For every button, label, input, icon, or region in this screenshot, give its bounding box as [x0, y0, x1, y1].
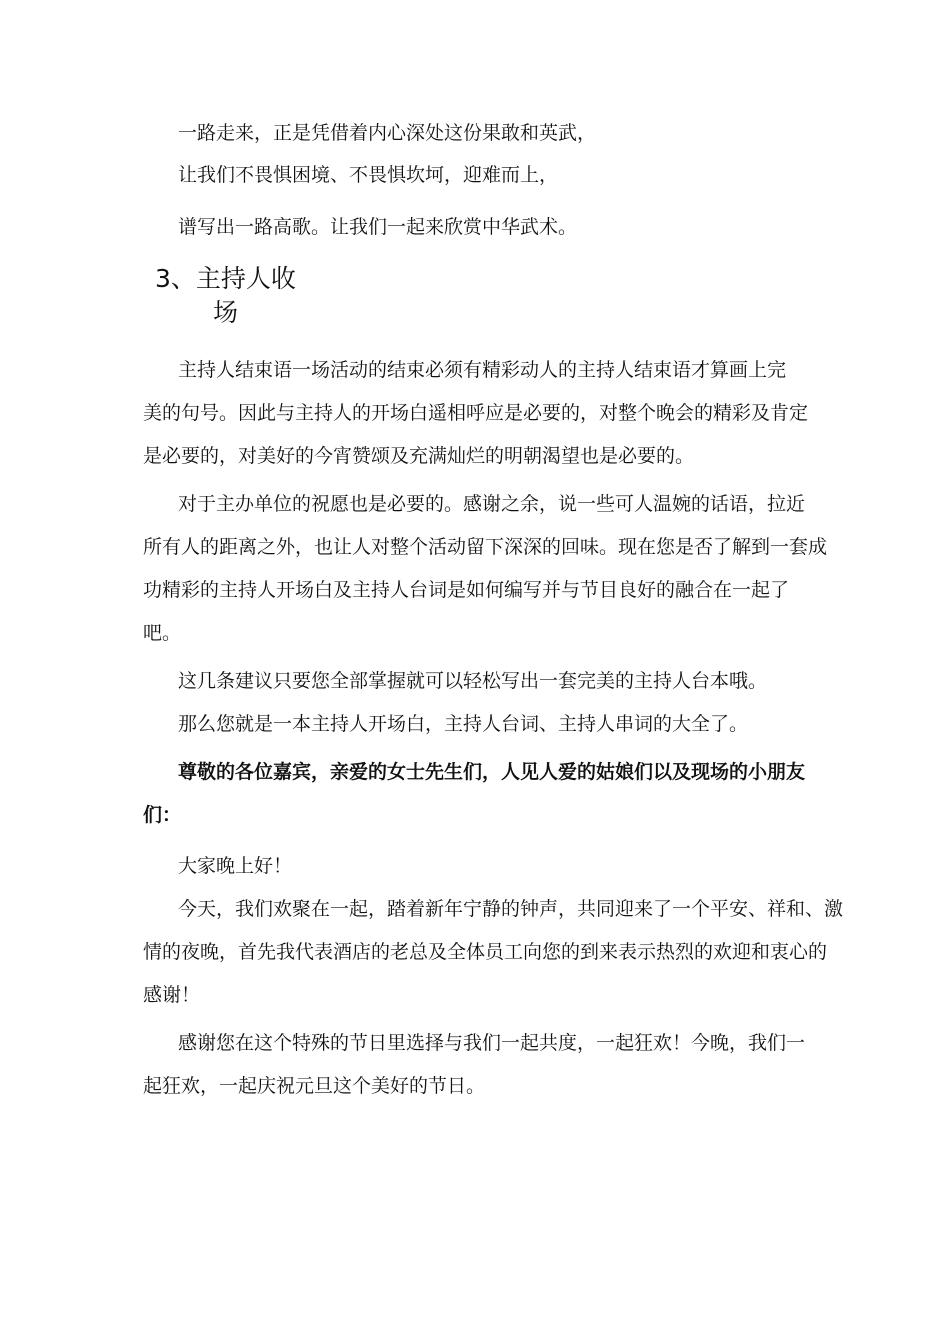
- section-heading-line-2: 场: [213, 298, 239, 327]
- paragraph5-line-1: 今天，我们欢聚在一起，踏着新年宁静的钟声，共同迎来了一个平安、祥和、激: [178, 898, 844, 920]
- paragraph1-line-3: 是必要的，对美好的今宵赞颂及充满灿烂的明朝渴望也是必要的。: [143, 445, 695, 467]
- paragraph5-line-3: 感谢！: [143, 984, 201, 1006]
- paragraph3: 这几条建议只要您全部掌握就可以轻松写出一套完美的主持人台本哦。: [178, 670, 768, 692]
- paragraph6-line-1: 感谢您在这个特殊的节日里选择与我们一起共度，一起狂欢！今晚，我们一: [178, 1032, 806, 1054]
- paragraph4: 那么您就是一本主持人开场白，主持人台词、主持人串词的大全了。: [178, 713, 749, 735]
- greeting-evening: 大家晚上好！: [178, 855, 293, 877]
- intro-line-2: 让我们不畏惧困境、不畏惧坎坷，迎难而上，: [178, 164, 559, 186]
- paragraph2-line-2: 所有人的距离之外，也让人对整个活动留下深深的回味。现在您是否了解到一套成: [143, 536, 828, 558]
- paragraph1-line-2: 美的句号。因此与主持人的开场白遥相呼应是必要的，对整个晚会的精彩及肯定: [143, 402, 809, 424]
- intro-line-1: 一路走来，正是凭借着内心深处这份果敢和英武，: [178, 122, 597, 144]
- paragraph2-line-4: 吧。: [143, 622, 182, 644]
- section-heading-line-1: 3、主持人收: [155, 264, 296, 293]
- greeting-line-2: 们：: [143, 804, 182, 826]
- paragraph2-line-1: 对于主办单位的祝愿也是必要的。感谢之余，说一些可人温婉的话语，拉近: [178, 493, 806, 515]
- greeting-line-1: 尊敬的各位嘉宾，亲爱的女士先生们，人见人爱的姑娘们以及现场的小朋友: [178, 761, 806, 783]
- paragraph5-line-2: 情的夜晚，首先我代表酒店的老总及全体员工向您的到来表示热烈的欢迎和衷心的: [143, 941, 828, 963]
- paragraph2-line-3: 功精彩的主持人开场白及主持人台词是如何编写并与节目良好的融合在一起了: [143, 579, 790, 601]
- intro-line-3: 谱写出一路高歌。让我们一起来欣赏中华武术。: [178, 216, 578, 238]
- paragraph1-line-1: 主持人结束语一场活动的结束必须有精彩动人的主持人结束语才算画上完: [178, 359, 787, 381]
- paragraph6-line-2: 起狂欢，一起庆祝元旦这个美好的节日。: [143, 1075, 486, 1097]
